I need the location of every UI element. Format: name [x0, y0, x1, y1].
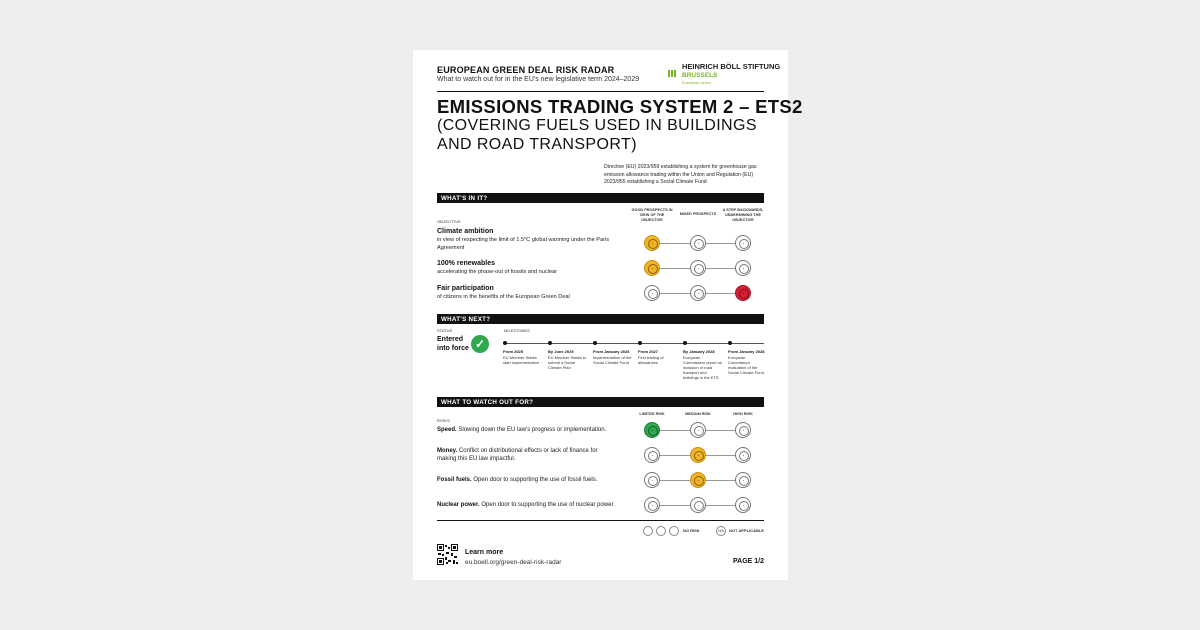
section-bar-whats-in: WHAT'S IN IT?: [437, 193, 764, 203]
no-risk-icon: [643, 526, 653, 536]
objective-name: Climate ambition: [437, 228, 494, 235]
risk-row: [437, 447, 617, 463]
objective-name: Fair participation: [437, 285, 494, 292]
section-bar-watch-out: WHAT TO WATCH OUT FOR?: [437, 397, 764, 407]
risk-row: [437, 426, 637, 434]
col-high: HIGH RISK: [733, 412, 753, 416]
risk-name: Fossil fuels.: [437, 477, 472, 483]
series-subtitle: What to watch out for in the EU's new legislative term 2024–2029: [437, 76, 640, 83]
rating-good-icon: [644, 285, 660, 301]
risk-medium-icon: [690, 447, 706, 463]
learn-more-link[interactable]: eu.boell.org/green-deal-risk-radar: [465, 559, 562, 566]
qr-code-icon[interactable]: [437, 544, 458, 565]
page-subtitle: (COVERING FUELS USED IN BUILDINGS AND ROAD TRANSPORT): [437, 117, 757, 153]
risk-limited-icon: [644, 447, 660, 463]
milestone-dot: [638, 341, 642, 345]
logo-union: European Union: [682, 80, 711, 85]
risk-limited-icon: [644, 472, 660, 488]
milestone-dot: [503, 341, 507, 345]
milestone-dot: [548, 341, 552, 345]
milestone-desc: EU Member States start implementation: [503, 355, 540, 365]
document-page: [413, 50, 803, 580]
risk-medium-icon: [690, 422, 706, 438]
milestone-dot: [683, 341, 687, 345]
page-title: EMISSIONS TRADING SYSTEM 2 – ETS2: [437, 96, 803, 117]
directive-text: Directive (EU) 2023/959 establishing a system for greenhouse gas emission allowance trading within the Union and Regulation (EU) 2023/955 establishing a Social Climate Fund: [604, 164, 757, 186]
col-backwards: A STEP BACKWARDS, UNDERMINING THE OBJECTIVE: [722, 208, 764, 222]
milestone-date: From January 2026: [593, 349, 630, 354]
risk-row: [437, 476, 637, 484]
status-label: STATUS: [437, 328, 453, 333]
risk-name: Money.: [437, 448, 458, 454]
milestone-dot: [728, 341, 732, 345]
objective-desc: accelerating the phase-out of fossils and nuclear: [437, 269, 558, 275]
objective-label: OBJECTIVE: [437, 219, 462, 224]
milestone-date: By January 2028: [683, 349, 715, 354]
col-limited: LIMITED RISK: [639, 412, 665, 416]
col-good: GOOD PROSPECTS IN VIEW OF THE OBJECTIVE: [631, 208, 673, 222]
risk-medium-icon: [690, 497, 706, 513]
milestones-label: MILESTONES: [504, 328, 530, 333]
risk-high-icon: [735, 472, 751, 488]
risk-limited-icon: [644, 497, 660, 513]
logo-mark-icon: [668, 64, 679, 71]
risk-high-icon: [735, 497, 751, 513]
legend-not-applicable: NOT APPLICABLE: [729, 528, 764, 533]
logo-city: BRUSSELS: [682, 72, 718, 79]
milestone-desc: First trading of allowances: [638, 355, 664, 365]
rating-mixed-icon: [690, 285, 706, 301]
milestone-desc: European Commission evaluation of the Social Climate Fund: [728, 355, 764, 375]
milestone-desc: Implementation of the Social Climate Fund: [593, 355, 632, 365]
risk-desc: Slowing down the EU law's progress or implementation.: [458, 427, 607, 433]
section-bar-whats-next: WHAT'S NEXT?: [437, 314, 764, 324]
timeline-line: [505, 343, 764, 344]
milestone-date: From 2025: [503, 349, 524, 354]
rating-backwards-icon: [735, 235, 751, 251]
no-risk-icon: [656, 526, 666, 536]
page-number: PAGE 1/2: [733, 558, 764, 565]
risk-row: [437, 501, 637, 509]
series-title: EUROPEAN GREEN DEAL RISK RADAR: [437, 65, 615, 75]
milestone-date: From January 2028: [728, 349, 765, 354]
rating-good-icon: [644, 235, 660, 251]
milestone-desc: European Commission report on inclusion of road transport and buildings in the ETS: [683, 355, 723, 380]
rating-backwards-icon: [735, 260, 751, 276]
risk-desc: Conflict on distributional effects or lack of finance for making this EU law impactful.: [437, 448, 598, 462]
risk-high-icon: [735, 447, 751, 463]
divider: [437, 91, 764, 92]
milestone-date: By June 2025: [548, 349, 574, 354]
legend-no-risk: NO RISK: [683, 528, 700, 533]
risk-name: Nuclear power.: [437, 502, 480, 508]
learn-more-label: Learn more: [465, 549, 504, 556]
risk-high-icon: [735, 422, 751, 438]
rating-mixed-icon: [690, 260, 706, 276]
rating-mixed-icon: [690, 235, 706, 251]
milestone-date: From 2027: [638, 349, 659, 354]
logo-name: HEINRICH BÖLL STIFTUNG: [682, 62, 781, 71]
objective-desc: of citizens in the benefits of the European Green Deal: [437, 294, 570, 300]
not-applicable-icon: N/A: [716, 526, 726, 536]
check-icon: ✓: [471, 335, 489, 353]
risk-limited-icon: [644, 422, 660, 438]
col-medium: MEDIUM RISK: [685, 412, 711, 416]
milestone-dot: [593, 341, 597, 345]
objective-desc: in view of respecting the limit of 1.5°C global warming under the Paris Agreement: [437, 237, 609, 251]
risk-medium-icon: [690, 472, 706, 488]
risks-label: RISKS: [437, 418, 451, 423]
milestone-desc: EU Member States to submit a Social Climate Plan: [548, 355, 587, 370]
no-risk-icon: [669, 526, 679, 536]
risk-desc: Open door to supporting the use of nuclear power.: [481, 502, 615, 508]
risk-desc: Open door to supporting the use of fossil fuels.: [473, 477, 598, 483]
objective-name: 100% renewables: [437, 260, 495, 267]
col-mixed: MIXED PROSPECTS: [679, 212, 717, 216]
rating-good-icon: [644, 260, 660, 276]
divider: [437, 520, 764, 521]
rating-backwards-icon: [735, 285, 751, 301]
status-value: Entered into force: [437, 336, 469, 352]
risk-name: Speed.: [437, 427, 457, 433]
